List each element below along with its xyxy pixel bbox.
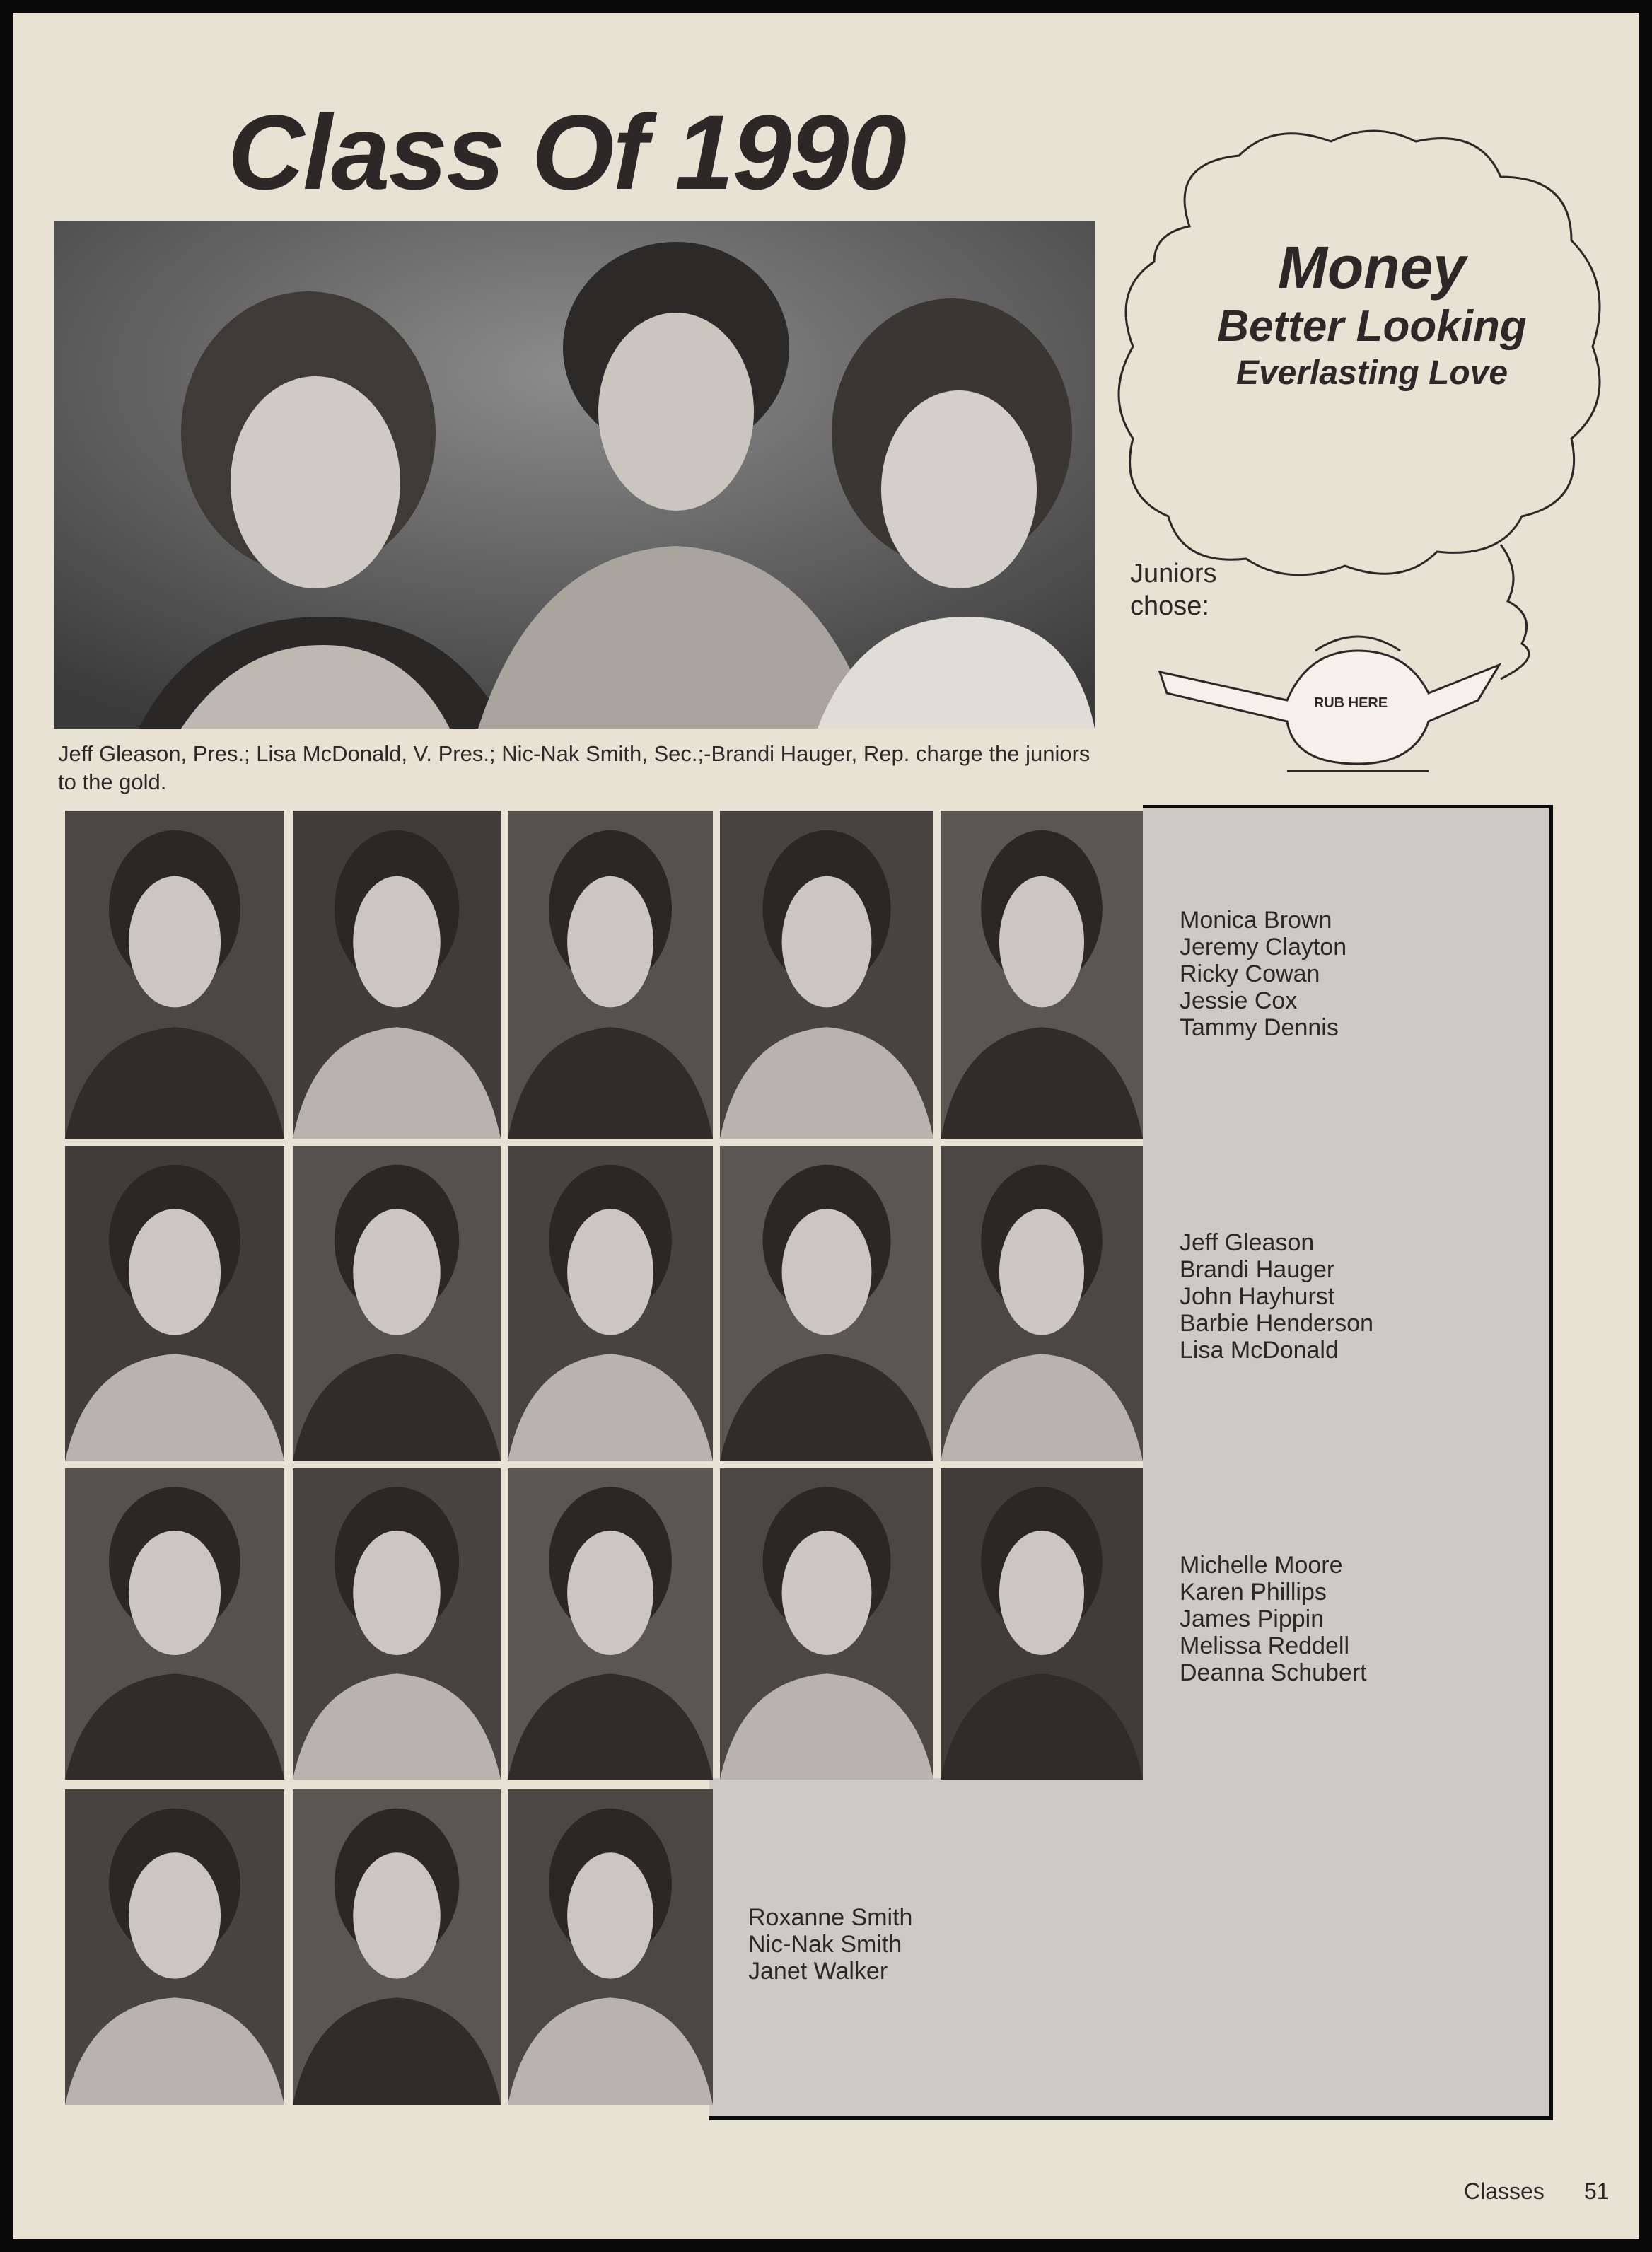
group-photo-caption: Jeff Gleason, Pres.; Lisa McDonald, V. Pres.; Nic-Nak Smith, Sec.;-Brandi Hauger, Rep. charge the juniors to the gold. (58, 741, 1090, 794)
page-number: 51 (1584, 2178, 1610, 2204)
student-portrait (508, 811, 713, 1139)
student-portrait (65, 1789, 284, 2105)
student-portrait (293, 1468, 501, 1780)
wish-cloud-text (1160, 233, 1584, 395)
student-name: Tammy Dennis (1180, 1014, 1339, 1041)
name-list-row-3 (1180, 1552, 1367, 1686)
student-name: James Pippin (1180, 1606, 1325, 1632)
student-name: Michelle Moore (1180, 1552, 1343, 1579)
student-portrait (65, 1468, 284, 1780)
panel-border-bottom (709, 2116, 1553, 2120)
student-portrait (720, 811, 933, 1139)
lamp-text: RUB HERE (1313, 695, 1388, 711)
wish-line-3: Everlasting Love (1235, 354, 1508, 392)
student-name: Barbie Henderson (1180, 1310, 1374, 1337)
panel-border-top (1143, 805, 1553, 808)
student-portrait (293, 1789, 501, 2105)
name-list-row-1 (1180, 907, 1346, 1041)
student-name: John Hayhurst (1180, 1283, 1335, 1310)
student-name: Ricky Cowan (1180, 960, 1320, 987)
student-name: Deanna Schubert (1180, 1659, 1367, 1686)
name-list-row-4 (748, 1904, 912, 1985)
student-portrait (941, 811, 1143, 1139)
student-portrait (293, 811, 501, 1139)
student-name: Jessie Cox (1180, 987, 1298, 1014)
student-portrait (941, 1468, 1143, 1780)
juniors-chose-label: Juniors chose: (1130, 559, 1217, 621)
student-name: Lisa McDonald (1180, 1337, 1339, 1364)
wish-line-1: Money (1277, 234, 1467, 301)
student-name: Melissa Reddell (1180, 1632, 1349, 1659)
panel-border-right (1549, 805, 1553, 2120)
student-name: Janet Walker (748, 1958, 888, 1985)
student-portrait (508, 1468, 713, 1780)
student-portrait (720, 1146, 933, 1461)
student-name: Jeremy Clayton (1180, 934, 1347, 960)
student-portrait (508, 1789, 713, 2105)
student-portrait (65, 1146, 284, 1461)
student-portrait (720, 1468, 933, 1780)
wish-line-2: Better Looking (1217, 302, 1527, 351)
footer-section-label: Classes (1464, 2178, 1545, 2204)
student-name: Jeff Gleason (1180, 1229, 1315, 1256)
student-name: Nic-Nak Smith (748, 1931, 902, 1958)
name-list-row-2 (1180, 1229, 1373, 1364)
student-portrait (293, 1146, 501, 1461)
student-name: Brandi Hauger (1180, 1256, 1335, 1283)
student-portrait (65, 811, 284, 1139)
student-portrait (941, 1146, 1143, 1461)
student-portrait (508, 1146, 713, 1461)
student-name: Monica Brown (1180, 907, 1332, 934)
student-name: Karen Phillips (1180, 1579, 1327, 1606)
page-title: Class Of 1990 (228, 93, 905, 211)
student-name: Roxanne Smith (748, 1904, 913, 1931)
officers-group-photo (54, 221, 1095, 729)
magic-lamp-icon (1146, 622, 1513, 785)
